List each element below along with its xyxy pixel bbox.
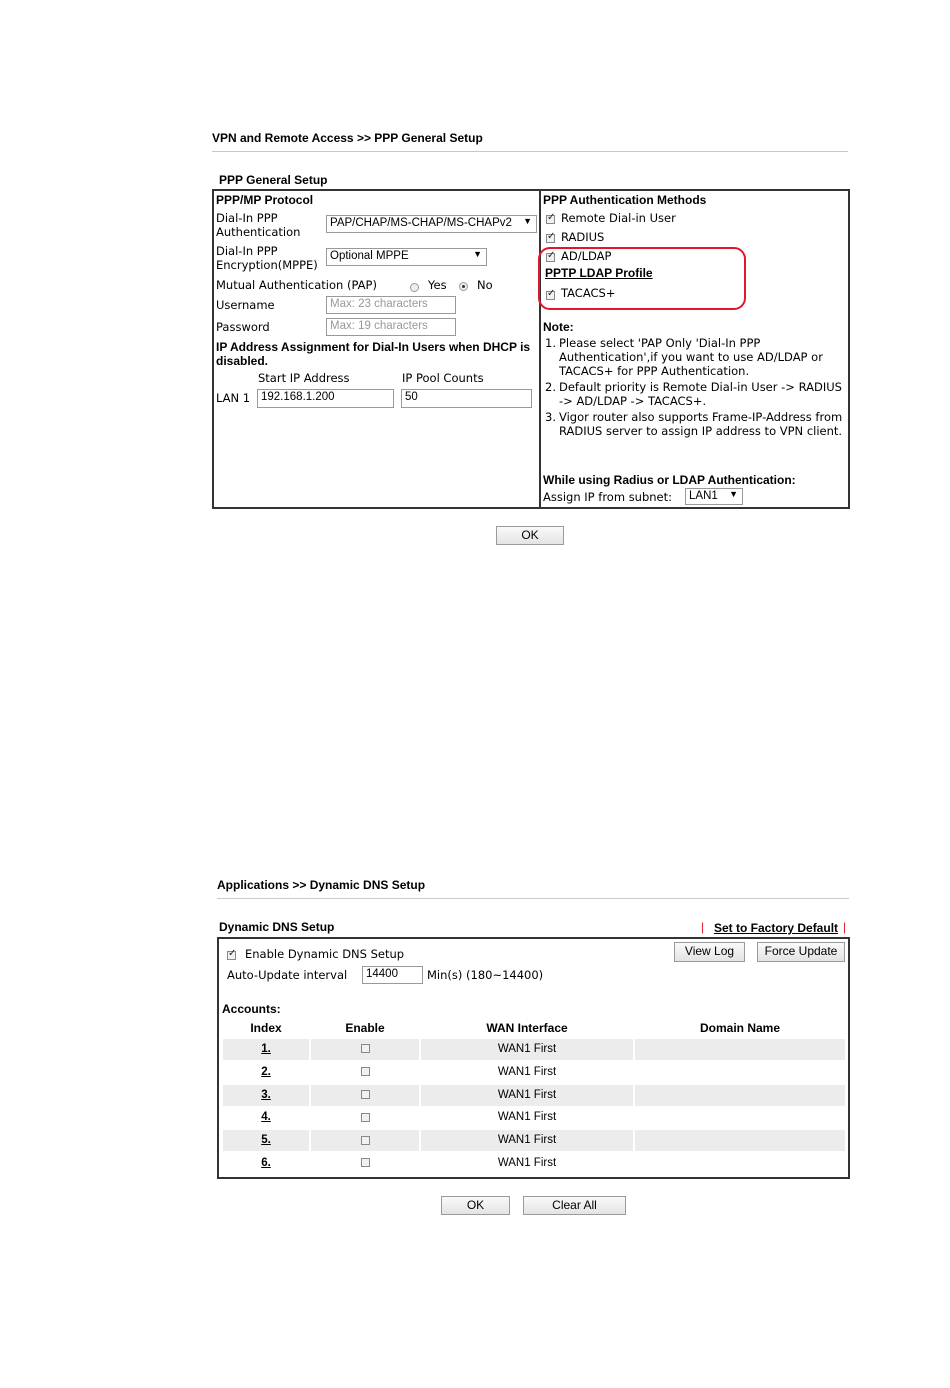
- auth-methods-header: PPP Authentication Methods: [543, 193, 707, 207]
- mutual-auth-yes-radio[interactable]: [410, 279, 419, 297]
- row-index-text[interactable]: 6.: [261, 1157, 271, 1169]
- row-index: [223, 1130, 309, 1151]
- col-wan-interface: WAN Interface: [486, 1021, 568, 1035]
- note-item: [545, 380, 845, 408]
- row-domain: [635, 1153, 845, 1174]
- table-row: [223, 1153, 845, 1174]
- row-wan: [421, 1153, 633, 1174]
- password-label: Password: [216, 320, 270, 334]
- row-wan: [421, 1062, 633, 1083]
- row-wan: [421, 1130, 633, 1151]
- row-index-text[interactable]: 4.: [261, 1111, 271, 1124]
- ppp-ok-button[interactable]: OK: [496, 526, 564, 545]
- mutual-auth-label: Mutual Authentication (PAP): [216, 278, 377, 292]
- note-list: [545, 336, 845, 438]
- remote-dialin-label: Remote Dial-in User: [561, 211, 676, 225]
- table-row: [223, 1107, 845, 1128]
- assign-subnet-value: LAN1: [689, 490, 718, 502]
- col-enable: Enable: [345, 1021, 385, 1035]
- chevron-down-icon: ▼: [729, 489, 738, 499]
- row-domain: [635, 1107, 845, 1128]
- row-wan: [421, 1107, 633, 1128]
- lan1-label: LAN 1: [216, 391, 251, 405]
- separator-right: |: [843, 920, 847, 934]
- row-enable-checkbox[interactable]: [361, 1113, 370, 1122]
- assign-subnet-select[interactable]: [685, 488, 743, 505]
- col-domain-name: Domain Name: [699, 1021, 781, 1035]
- radius-checkbox[interactable]: [546, 230, 555, 248]
- row-domain: [635, 1085, 845, 1106]
- pool-count-header: IP Pool Counts: [402, 371, 484, 385]
- separator-left: |: [701, 920, 705, 934]
- row-enable-checkbox[interactable]: [361, 1090, 370, 1099]
- table-row: [223, 1130, 845, 1151]
- ip-assignment-title: IP Address Assignment for Dial-In Users when DHCP is disabled.: [216, 340, 531, 368]
- dialin-auth-label: [216, 211, 300, 239]
- dialin-enc-value: Optional MPPE: [330, 250, 409, 262]
- chevron-down-icon: ▼: [523, 216, 532, 226]
- view-log-button[interactable]: View Log: [674, 942, 745, 962]
- row-enable: [311, 1062, 419, 1083]
- row-enable-checkbox[interactable]: [361, 1067, 370, 1076]
- interval-input[interactable]: 14400: [362, 966, 423, 984]
- table-row: [223, 1062, 845, 1083]
- row-wan-text: WAN1 First: [497, 1088, 557, 1101]
- row-index-text[interactable]: 2.: [261, 1065, 271, 1078]
- tacacs-label: TACACS+: [561, 286, 616, 300]
- password-input[interactable]: Max: 19 characters: [326, 318, 456, 336]
- mutual-auth-no-radio[interactable]: [459, 278, 468, 296]
- ddns-section-title: Dynamic DNS Setup: [219, 920, 335, 934]
- dialin-enc-label: [216, 244, 318, 272]
- ppp-mp-protocol-header: PPP/MP Protocol: [216, 193, 314, 207]
- row-index: [223, 1062, 309, 1083]
- row-enable: [311, 1085, 419, 1106]
- row-index-text[interactable]: 5.: [261, 1134, 271, 1147]
- start-ip-input[interactable]: 192.168.1.200: [257, 389, 394, 408]
- username-input[interactable]: Max: 23 characters: [326, 296, 456, 314]
- row-index: [223, 1153, 309, 1174]
- row-enable-checkbox[interactable]: [361, 1044, 370, 1053]
- row-enable: [311, 1039, 419, 1060]
- col-index: Index: [250, 1021, 282, 1035]
- factory-default-link[interactable]: Set to Factory Default: [714, 921, 839, 935]
- yes-label: Yes: [428, 278, 447, 292]
- ppp-column-divider: [539, 189, 541, 509]
- row-domain: [635, 1130, 845, 1151]
- row-domain: [635, 1062, 845, 1083]
- clear-all-button[interactable]: Clear All: [523, 1196, 626, 1215]
- radius-ldap-title: While using Radius or LDAP Authentication:: [543, 473, 796, 487]
- ad-ldap-label: AD/LDAP: [561, 249, 612, 263]
- interval-unit: Min(s) (180~14400): [427, 968, 544, 982]
- dialin-enc-label-line1: Dial-In PPP: [216, 244, 278, 258]
- ddns-ok-button[interactable]: OK: [441, 1196, 510, 1215]
- enable-ddns-checkbox[interactable]: [227, 947, 236, 965]
- row-enable-checkbox[interactable]: [361, 1158, 370, 1167]
- row-wan-text: WAN1 First: [497, 1157, 557, 1169]
- no-label: No: [477, 278, 493, 292]
- chevron-down-icon: ▼: [473, 249, 482, 259]
- row-wan-text: WAN1 First: [497, 1065, 557, 1078]
- radius-label: RADIUS: [561, 230, 605, 244]
- note-text: Default priority is Remote Dial-in User -> RADIUS -> AD/LDAP -> TACACS+.: [559, 380, 842, 408]
- note-title: Note:: [543, 320, 574, 334]
- dialin-auth-label-line1: Dial-In PPP: [216, 211, 278, 225]
- note-item: [545, 336, 845, 378]
- dialin-auth-label-line2: Authentication: [216, 225, 301, 239]
- row-enable: [311, 1130, 419, 1151]
- row-domain: [635, 1039, 845, 1060]
- note-number: 2.: [545, 380, 556, 394]
- note-number: 1.: [545, 336, 556, 350]
- pool-count-input[interactable]: 50: [401, 389, 532, 408]
- dialin-auth-value: PAP/CHAP/MS-CHAP/MS-CHAPv2: [330, 217, 512, 229]
- highlight-annotation: [538, 247, 746, 310]
- force-update-button[interactable]: Force Update: [757, 942, 845, 962]
- ppp-breadcrumb: VPN and Remote Access >> PPP General Setup: [212, 131, 483, 145]
- row-enable: [311, 1107, 419, 1128]
- enable-ddns-label: Enable Dynamic DNS Setup: [245, 947, 405, 961]
- row-wan-text: WAN1 First: [497, 1043, 557, 1055]
- accounts-label: Accounts:: [222, 1002, 281, 1016]
- row-index-text[interactable]: 1.: [261, 1043, 271, 1055]
- note-text: Please select 'PAP Only 'Dial-In PPP Authentication',if you want to use AD/LDAP or TACACS+ for PPP Authentication.: [559, 336, 823, 378]
- ppp-divider: [212, 151, 848, 152]
- dialin-auth-select[interactable]: [326, 215, 537, 233]
- row-index: [223, 1039, 309, 1060]
- table-row: [223, 1039, 845, 1060]
- assign-subnet-label: Assign IP from subnet:: [543, 490, 673, 504]
- note-number: 3.: [545, 410, 556, 424]
- username-label: Username: [216, 298, 275, 312]
- remote-dialin-checkbox[interactable]: [546, 211, 555, 229]
- row-index-text[interactable]: 3.: [261, 1088, 271, 1101]
- dialin-enc-select[interactable]: [326, 248, 487, 266]
- pptp-ldap-profile-link[interactable]: PPTP LDAP Profile: [545, 266, 653, 280]
- row-enable: [311, 1153, 419, 1174]
- note-text: Vigor router also supports Frame-IP-Address from RADIUS server to assign IP address to VPN client.: [559, 410, 843, 438]
- note-item: [545, 410, 845, 438]
- row-wan: [421, 1039, 633, 1060]
- ppp-section-title: PPP General Setup: [219, 173, 328, 187]
- row-index: [223, 1085, 309, 1106]
- dialin-enc-label-line2: Encryption(MPPE): [216, 258, 318, 272]
- row-wan: [421, 1085, 633, 1106]
- row-index: [223, 1107, 309, 1128]
- row-enable-checkbox[interactable]: [361, 1136, 370, 1145]
- ddns-breadcrumb: Applications >> Dynamic DNS Setup: [217, 878, 426, 892]
- row-wan-text: WAN1 First: [497, 1134, 557, 1147]
- start-ip-header: Start IP Address: [258, 371, 350, 385]
- table-row: [223, 1085, 845, 1106]
- interval-label: Auto-Update interval: [227, 968, 348, 982]
- row-wan-text: WAN1 First: [497, 1111, 557, 1124]
- ddns-divider: [217, 898, 849, 899]
